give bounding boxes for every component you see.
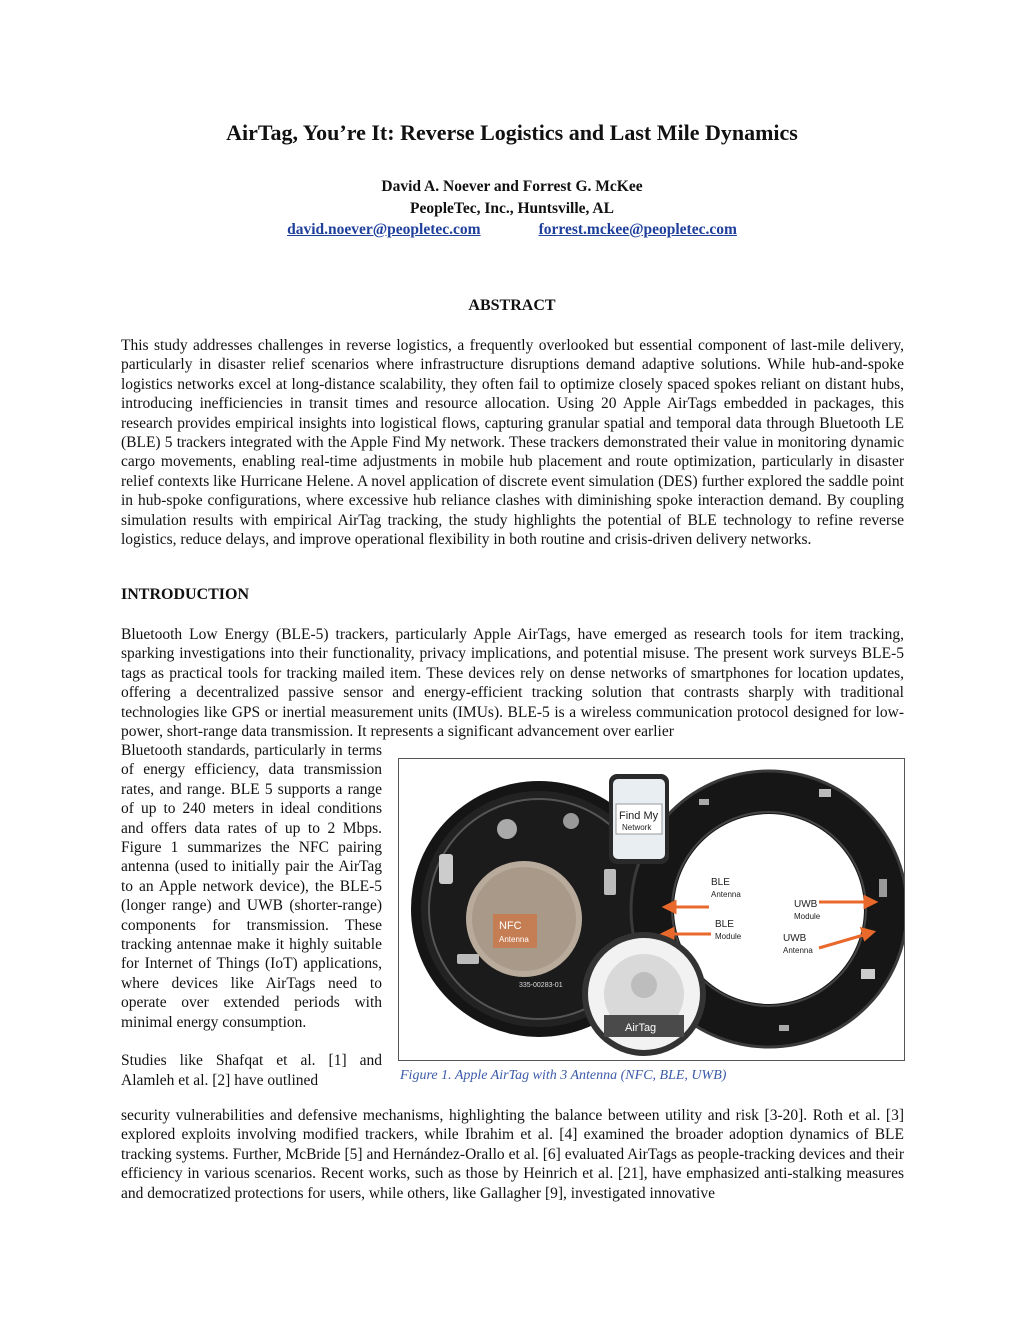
email-line: [0, 221, 1024, 239]
nfc-sub-label: Antenna: [499, 935, 529, 944]
abstract-text: This study addresses challenges in reverse logistics, a frequently overlooked but essential component of last-mile delivery, particularly in disaster relief scenarios where infrastructure disruptions demand adaptive solutions. While hub-and-spoke logistics networks excel at long-distance scalability, they often fail to optimize closely spaced spokes reliant on distant hubs, introducing inefficiencies in transit times and resource allocation. Using 20 Apple AirTags embedded in packages, this research provides empirical insights into logistical flows, capturing granular spatial and temporal data through Bluetooth LE (BLE) 5 trackers integrated with the Apple Find My network. These trackers demonstrated their value in monitoring dynamic cargo movements, enabling real-time adjustments in mobile hub placement and route optimization, particularly in disaster relief contexts like Hurricane Helene. A novel application of discrete event simulation (DES) further explored the saddle point in hub-spoke configurations, where excessive hub reliance clashes with diminishing spoke interaction demand. By coupling simulation results with empirical AirTag tracking, the study highlights the potential of BLE technology to refine reverse logistics, reduce delays, and improve operational flexibility in both routine and crisis-driven delivery networks.: [121, 337, 904, 549]
uwb-module-label: UWB: [794, 899, 818, 910]
introduction-heading: INTRODUCTION: [121, 586, 250, 603]
intro-paragraph-2: security vulnerabilities and defensive mechanisms, highlighting the balance between utility and risk [3-20]. Roth et al. [3] explored exploits involving modified trackers, while Ibrahim et al. [4] examined the broader adoption dynamics of BLE tracking systems. Further, McBride [5] and Hernández-Orallo et al. [6] evaluated AirTags as people-tracking devices and their efficiency in various scenarios. Recent works, such as those by Heinrich et al. [21], have emphasized anti-stalking measures and democratized protections for users, while others, like Gallagher [9], investigated innovative: [121, 1107, 904, 1202]
figure-1-caption: Figure 1. Apple AirTag with 3 Antenna (NFC, BLE, UWB): [400, 1068, 727, 1083]
author-block: [0, 176, 1024, 220]
network-label: Network: [622, 823, 652, 832]
airtag-label: AirTag: [625, 1022, 657, 1034]
ble-module-label: BLE: [715, 919, 734, 930]
author-affiliation: PeopleTec, Inc., Huntsville, AL: [410, 200, 614, 217]
email-link-mckee[interactable]: forrest.mckee@peopletec.com: [538, 221, 737, 238]
airtag-device: [582, 932, 706, 1056]
uwb-antenna-label: UWB: [783, 933, 807, 944]
ble-antenna-sub-label: Antenna: [711, 890, 741, 899]
ble-antenna-label: BLE: [711, 877, 730, 888]
author-names: David A. Noever and Forrest G. McKee: [381, 178, 643, 195]
email-link-noever[interactable]: david.noever@peopletec.com: [287, 221, 481, 238]
chip-code-label: 335-00283-01: [519, 982, 563, 989]
paper-title: AirTag, You’re It: Reverse Logistics and Last Mile Dynamics: [226, 120, 798, 145]
nfc-label: NFC: [499, 920, 522, 932]
figure-1-image: [399, 759, 904, 1060]
uwb-module-sub-label: Module: [794, 912, 821, 921]
intro-wrap-text-2: Studies like Shafqat et al. [1] and Alamleh et al. [2] have outlined: [121, 1052, 382, 1089]
ble-module-sub-label: Module: [715, 932, 742, 941]
intro-wrap-column: [121, 741, 382, 1090]
figure-1: [398, 758, 905, 1061]
intro-wrap-text: Bluetooth standards, particularly in terms of energy efficiency, data transmission rates, and range. BLE 5 supports a range of up to 240 meters in ideal conditions and offers data rates of up to 2 Mbps. Figure 1 summarizes the NFC pairing antenna (used to initially pair the AirTag to an Apple network device), the BLE-5 (longer range) and UWB (shorter-range) components for transmission. These tracking antennae make it highly suitable for Internet of Things (IoT) applications, where devices like AirTags need to operate over extended periods with minimal energy consumption.: [121, 742, 382, 1031]
intro-paragraph-1: Bluetooth Low Energy (BLE-5) trackers, particularly Apple AirTags, have emerged as research tools for item tracking, sparking investigations into their functionality, privacy implications, and potential misuse. The present work surveys BLE-5 tags as practical tools for tracking mailed item. These devices rely on dense networks of smartphones for location updates, offering a decentralized passive sensor and energy-efficient tracking solution that contrasts sharply with traditional technologies like GPS or inertial measurement units (IMUs). BLE-5 is a wireless communication protocol designed for low-power, short-range data transmission. It represents a significant advancement over earlier: [121, 626, 904, 741]
abstract-heading: ABSTRACT: [468, 297, 556, 314]
find-my-label: Find My: [619, 810, 659, 822]
uwb-antenna-sub-label: Antenna: [783, 946, 813, 955]
